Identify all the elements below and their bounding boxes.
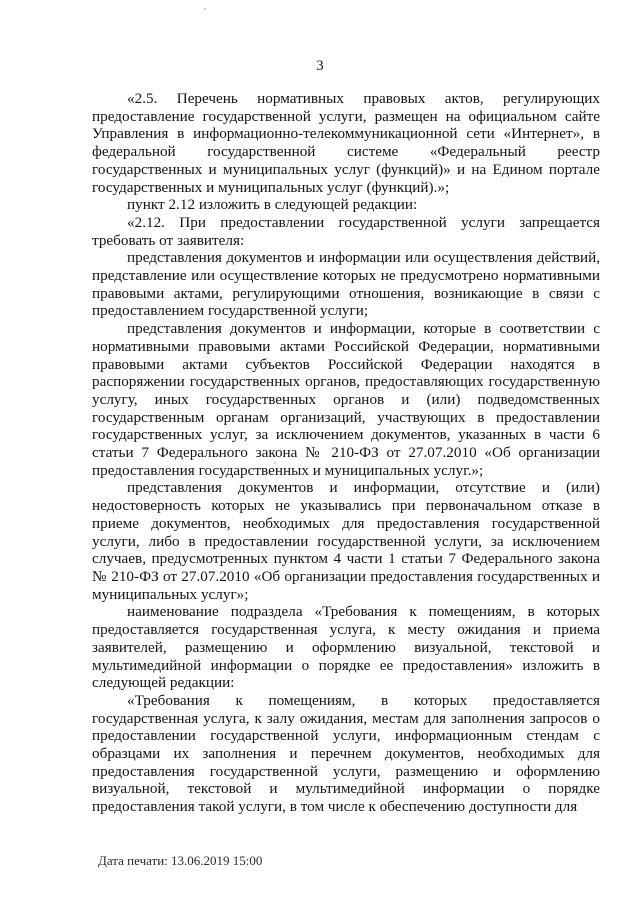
page-number: 3 [316, 58, 324, 74]
paragraph-requirement-3: представления документов и информации, отсутствие и (или) недостоверность которых не указывались при первоначальном отказе в приеме документов, необходимых для предоставления государственной услуги, либо в предоставлении государственной услуги, за исключением случаев, предусмотренных пунктом 4 части 1 статьи 7 Федерального закона № 210-ФЗ от 27.07.2010 «Об организации предоставления государственных и муниципальных услуг»; [92, 479, 600, 603]
document-body [92, 90, 600, 816]
paragraph-requirement-2: представления документов и информации, которые в соответствии с нормативными правовыми актами Российской Федерации, нормативными правовыми актами субъектов Российской Федерации находятся в распоряжении государственных органов, предоставляющих государственную услугу, иных государственных органов и (или) подведомственных государственным органам организаций, участвующих в предоставлении государственных услуг, за исключением документов, указанных в части 6 статьи 7 Федерального закона № 210-ФЗ от 27.07.2010 «Об организации предоставления государственных и муниципальных услуг.»; [92, 320, 600, 479]
paragraph-requirement-1: представления документов и информации или осуществления действий, представление или осуществление которых не предусмотрено нормативными правовыми актами, регулирующими отношения, возникающие в связи с предоставлением государственной услуги; [92, 249, 600, 320]
paragraph-amend-2-12: пункт 2.12 изложить в следующей редакции: [127, 196, 418, 214]
paragraph-subsection-rename: наименование подраздела «Требования к помещениям, в которых предоставляется государственная услуга, к месту ожидания и приема заявителей, размещению и оформлению визуальной, текстовой и мультимедийной информации о порядке ее предоставления» изложить в следующей редакции: [92, 603, 600, 692]
print-date: Дата печати: 13.06.2019 15:00 [98, 853, 263, 868]
scan-speck [204, 8, 206, 10]
paragraph-premises-requirements: «Требования к помещениям, в которых предоставляется государственная услуга, к залу ожидания, местам для заполнения запросов о предоставлении государственной услуги, информационным стендам с образцами их заполнения и перечнем документов, необходимых для предоставления государственной услуги, размещению и оформлению визуальной, текстовой и мультимедийной информации о порядке предоставления такой услуги, в том числе к обеспечению доступности для [92, 691, 600, 816]
paragraph-2-12: «2.12. При предоставлении государственной услуги запрещается требовать от заявителя: [92, 213, 600, 249]
paragraph-2-5: «2.5. Перечень нормативных правовых актов, регулирующих предоставление государственной услуги, размещен на официальном сайте Управления в информационно-телекоммуникационной сети «Интернет», в федеральной государственной системе «Федеральный реестр государственных и муниципальных услуг (функций)» и на Едином портале государственных и муниципальных услуг (функций).»; [92, 90, 600, 196]
